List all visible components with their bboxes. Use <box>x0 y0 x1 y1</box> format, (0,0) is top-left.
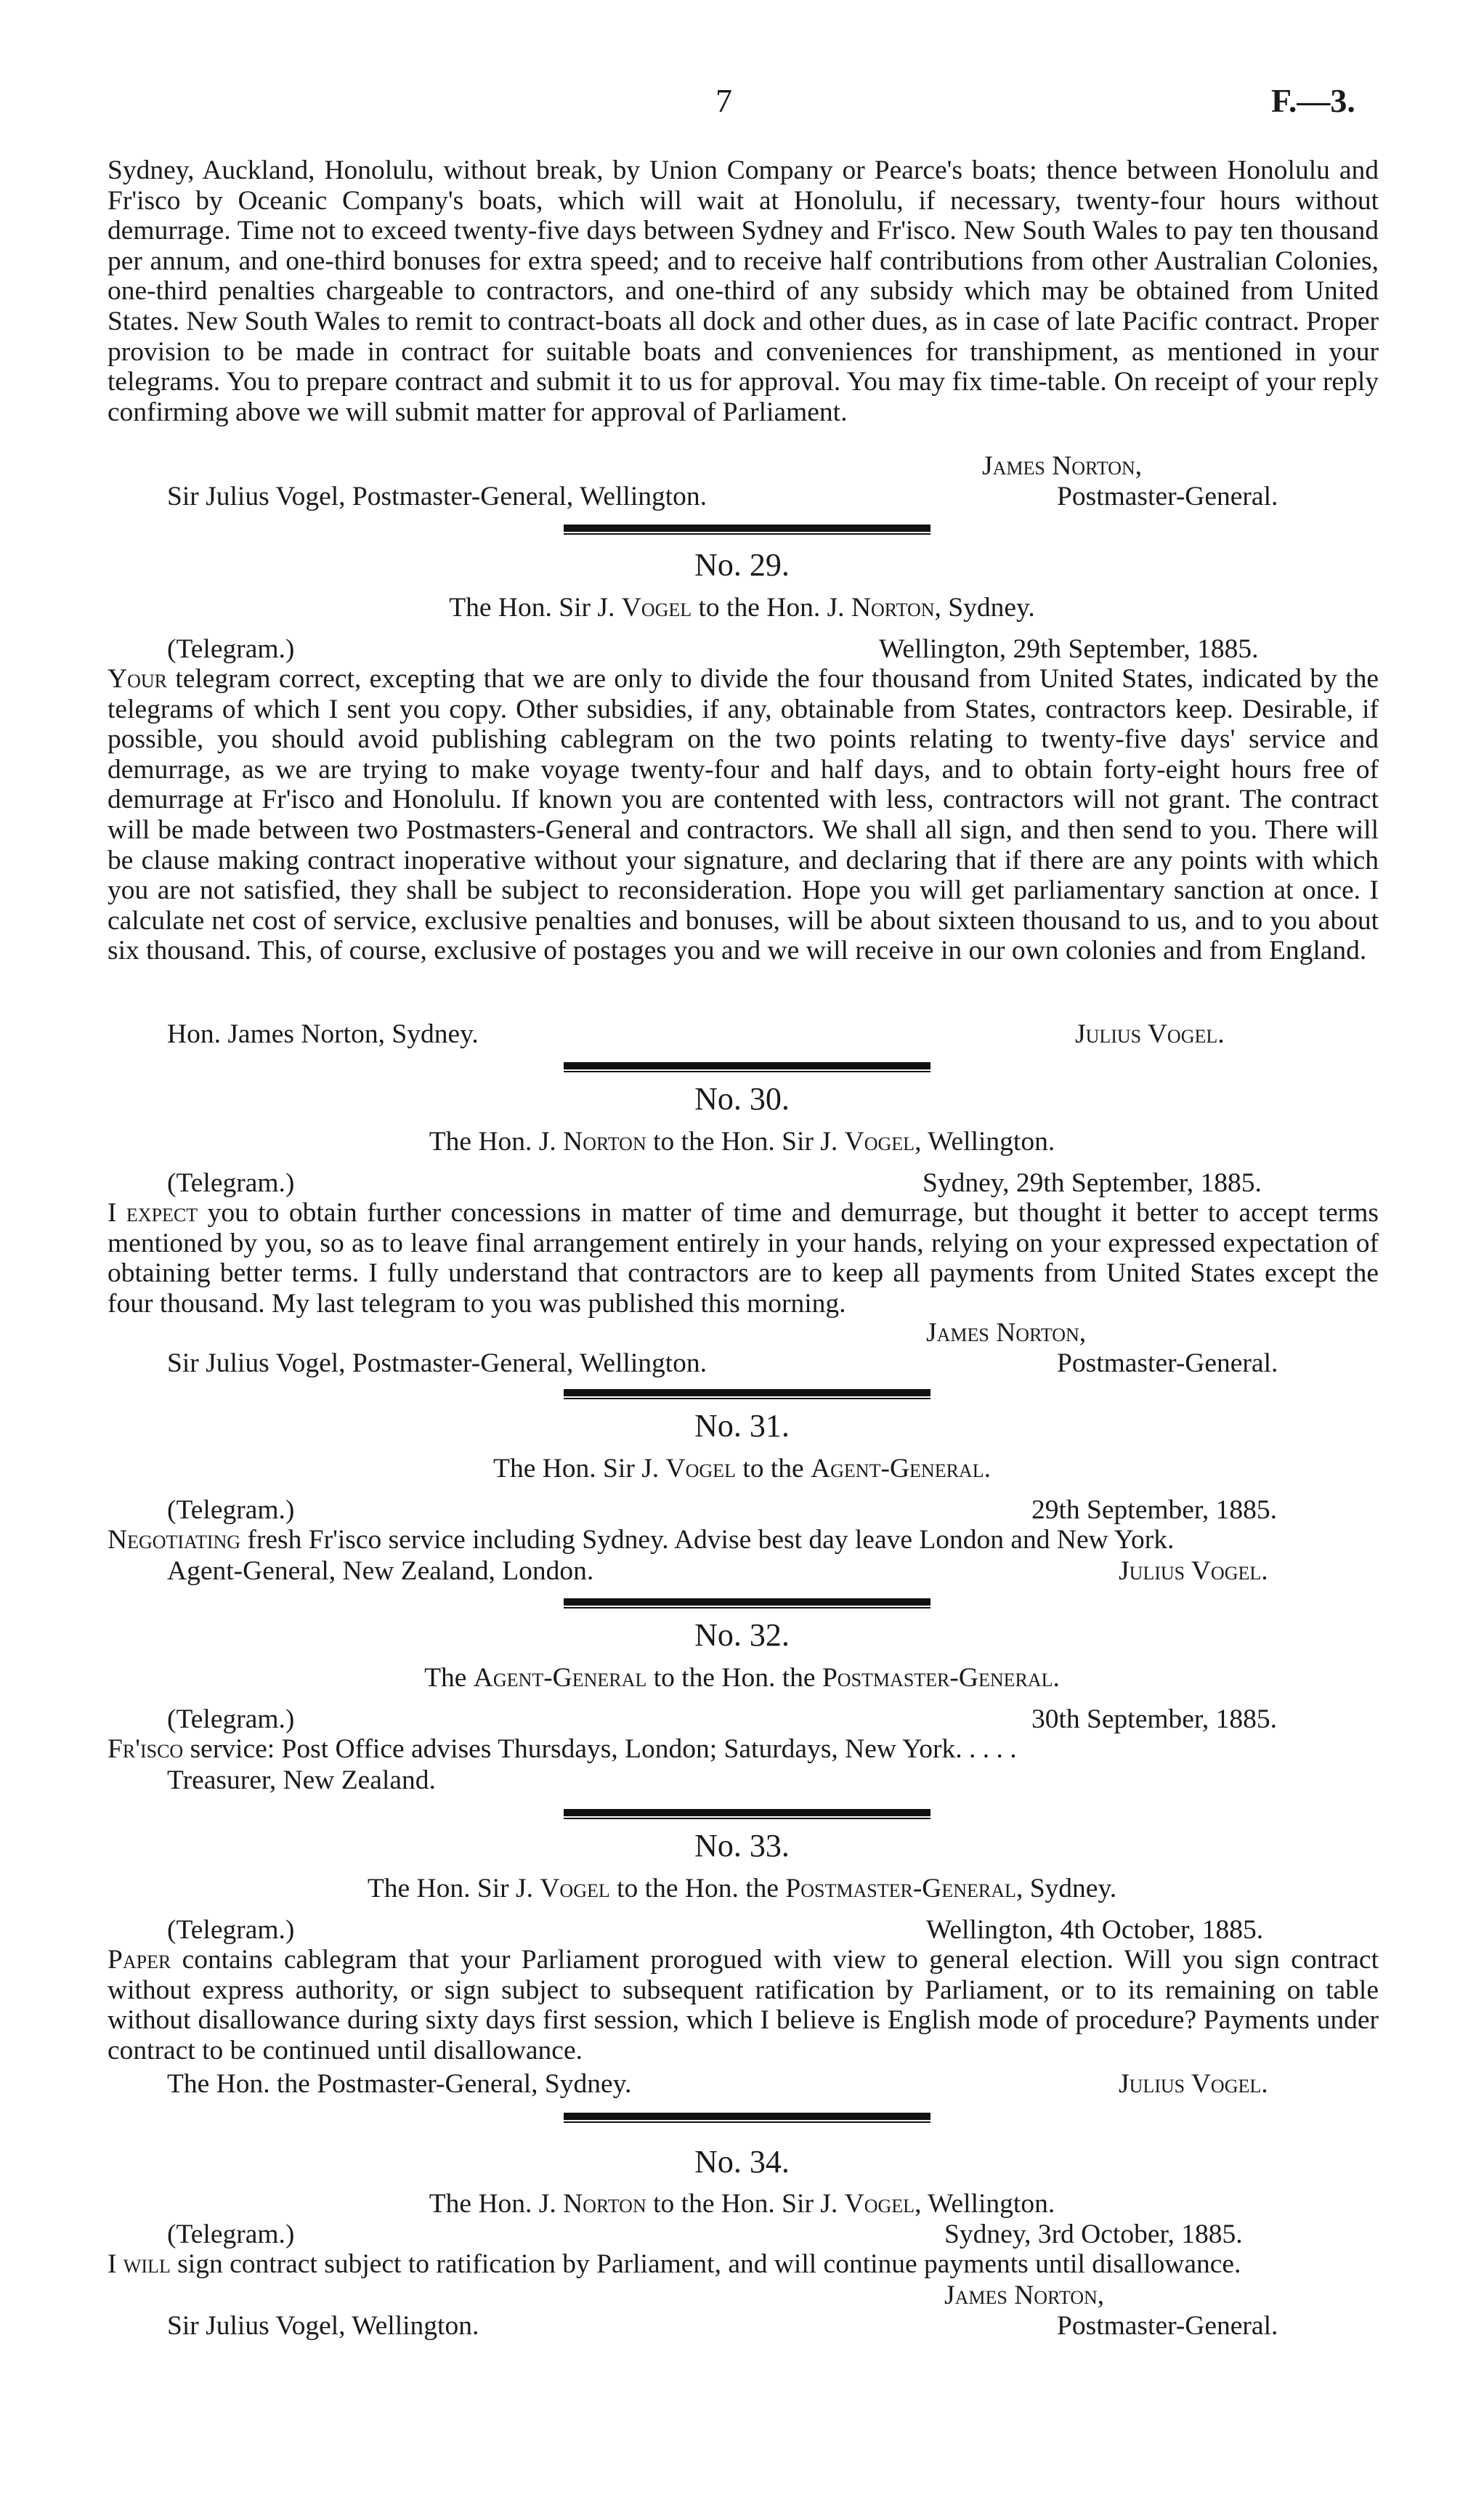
heading-recipient: Agent-General <box>811 1454 984 1484</box>
lead-word: Your <box>108 664 167 694</box>
letter-number-32: No. 32. <box>694 1617 790 1653</box>
body-text: sign contract subject to ratification by Parliament, and will continue payments until disallowance. <box>170 2249 1241 2279</box>
section-divider <box>564 1809 930 1816</box>
heading-text: to the Hon. Sir J. <box>646 2189 845 2219</box>
letter-number-30: No. 30. <box>694 1081 790 1117</box>
dateline-30: Sydney, 29th September, 1885. <box>923 1168 1262 1198</box>
letter-heading-34 <box>0 2188 1484 2219</box>
heading-text: . <box>1053 1663 1060 1693</box>
dateline-34: Sydney, 3rd October, 1885. <box>944 2219 1243 2249</box>
signature-30: James Norton, <box>926 1318 1087 1348</box>
heading-sender: Vogel <box>621 593 692 623</box>
heading-recipient: Vogel <box>844 1127 915 1157</box>
page-number: 7 <box>715 82 732 119</box>
signature-31: Julius Vogel. <box>1119 1556 1268 1586</box>
letter-number-33: No. 33. <box>694 1828 790 1863</box>
heading-text: to the <box>735 1454 811 1484</box>
address-29: Hon. James Norton, Sydney. <box>167 1019 479 1049</box>
heading-recipient: Postmaster-General <box>822 1663 1053 1693</box>
body-text: you to obtain further concessions in matter of time and demurrage, but thought it better to accept terms mentioned by you, so as to leave final arrangement entirely in your hands, relying on your expressed expectation of obtaining better terms. I fully understand that contractors are to keep all payments from United States except the four thousand. My last telegram to you was published this morning. <box>108 1198 1379 1319</box>
section-divider <box>564 1598 930 1606</box>
body-text: telegram correct, excepting that we are only to divide the four thousand from United States, indicated by the telegrams of which I sent you copy. Other subsidies, if any, obtainable from States, contractors keep. Desirable, if possible, you should avoid publishing cablegram on the two points relating to twenty-five days' service and demurrage, as we are trying to make voyage twenty-four and half days, and to obtain forty-eight hours free of demurrage at Fr'isco and Honolulu. If known you are contented with less, contractors will not grant. The contract will be made between two Postmasters-General and contractors. We shall all sign, and then send to you. There will be clause making contract inoperative without your signature, and declaring that if there are any points with which you are not satisfied, they shall be subject to reconsideration. Hope you will get parliamentary sanction at once. I calculate net cost of service, exclusive penalties and bonuses, will be about sixteen thousand to us, and to you about six thousand. This, of course, exclusive of postages you and we will receive in our own colonies and from England. <box>108 664 1379 966</box>
heading-text: to the Hon. the <box>609 1874 786 1903</box>
section-divider <box>564 2113 930 2120</box>
dateline-31: 29th September, 1885. <box>1031 1495 1278 1525</box>
heading-text: The Hon. Sir J. <box>449 593 622 623</box>
intro-body: Sydney, Auckland, Honolulu, without break, by Union Company or Pearce's boats; thence between Honolulu and Fr'isco by Oceanic Company's boats, which will wait at Honolulu, if necessary, twenty-four hours without demurrage. Time not to exceed twenty-five days between Sydney and Fr'isco. New South Wales to pay ten thousand per annum, and one-third bonuses for extra speed; and to receive half contributions from other Australian Colonies, one-third penalties chargeable to contractors, and one-third of any subsidy which may be obtained from United States. New South Wales to remit to contract-boats all dock and other dues, as in case of late Pacific contract. Proper provision to be made in contract for suitable boats and conveniences for transhipment, as mentioned in your telegrams. You to prepare contract and submit it to us for approval. You may fix time-table. On receipt of your reply confirming above we will submit matter for approval of Parliament. <box>108 155 1379 427</box>
heading-text: , Sydney. <box>1015 1874 1117 1903</box>
letter-body-31 <box>108 1525 1379 1555</box>
lead-word: Negotiating <box>108 1525 241 1555</box>
intro-signature: James Norton, <box>982 451 1143 481</box>
body-text: fresh Fr'isco service including Sydney. Advise best day leave London and New York. <box>240 1525 1175 1555</box>
heading-recipient: Vogel <box>844 2189 915 2219</box>
section-divider <box>564 525 930 532</box>
heading-sender: Norton <box>563 1127 646 1157</box>
letter-number-31: No. 31. <box>694 1408 790 1444</box>
telegram-label-30: (Telegram.) <box>167 1168 295 1198</box>
signature-33: Julius Vogel. <box>1119 2069 1268 2099</box>
heading-text: , Wellington. <box>915 2189 1055 2219</box>
heading-text: The Hon. J. <box>429 2189 564 2219</box>
heading-text: The Hon. J. <box>429 1127 564 1157</box>
telegram-label-29: (Telegram.) <box>167 634 295 664</box>
title-34: Postmaster-General. <box>1057 2311 1278 2341</box>
heading-text: to the Hon. J. <box>692 593 851 623</box>
heading-text: to the Hon. Sir J. <box>646 1127 845 1157</box>
letter-body-32 <box>108 1734 1379 1765</box>
heading-text: The Hon. Sir J. <box>493 1454 666 1484</box>
address-34: Sir Julius Vogel, Wellington. <box>167 2311 479 2341</box>
lead-word: I will <box>108 2249 171 2279</box>
heading-recipient: Postmaster-General <box>785 1874 1016 1903</box>
letter-body-30 <box>108 1198 1379 1319</box>
dateline-29: Wellington, 29th September, 1885. <box>879 634 1259 664</box>
lead-word: Paper <box>108 1945 171 1975</box>
telegram-label-31: (Telegram.) <box>167 1495 295 1525</box>
body-text: contains cablegram that your Parliament prorogued with view to general election. Will you sign contract without express authority, or sign subject to subsequent ratification by Parliament, or to its remaining on table without disallowance during sixty days first session, which I believe is English mode of procedure? Payments under contract to be continued until disallowance. <box>108 1945 1379 2065</box>
letter-heading-29 <box>0 592 1484 623</box>
letter-body-29 <box>108 664 1379 966</box>
heading-sender: Agent-General <box>473 1663 647 1693</box>
letter-heading-30 <box>0 1126 1484 1157</box>
address-33: The Hon. the Postmaster-General, Sydney. <box>167 2069 632 2099</box>
letter-heading-33 <box>0 1873 1484 1904</box>
heading-text: The Hon. Sir J. <box>367 1874 540 1903</box>
lead-word: Fr'isco <box>108 1734 184 1764</box>
title-30: Postmaster-General. <box>1057 1348 1278 1378</box>
heading-text: , Sydney. <box>934 593 1035 623</box>
section-divider <box>564 1389 930 1396</box>
telegram-label-32: (Telegram.) <box>167 1704 295 1734</box>
letter-body-33 <box>108 1945 1379 2065</box>
heading-recipient: Norton <box>851 593 935 623</box>
heading-text: The <box>424 1663 474 1693</box>
letter-number-29: No. 29. <box>694 547 790 583</box>
letter-heading-32 <box>0 1662 1484 1693</box>
dateline-33: Wellington, 4th October, 1885. <box>926 1915 1264 1945</box>
intro-title: Postmaster-General. <box>1057 482 1278 511</box>
section-divider <box>564 1062 930 1069</box>
heading-text: . <box>984 1454 991 1484</box>
body-text: service: Post Office advises Thursdays, London; Saturdays, New York. . . . . <box>183 1734 1017 1764</box>
telegram-label-33: (Telegram.) <box>167 1915 295 1945</box>
intro-address: Sir Julius Vogel, Postmaster-General, Wellington. <box>167 482 707 511</box>
letter-body-34 <box>108 2249 1379 2280</box>
letter-heading-31 <box>0 1453 1484 1484</box>
signature-29: Julius Vogel. <box>1075 1019 1225 1049</box>
letter-number-34: No. 34. <box>694 2144 790 2180</box>
heading-sender: Vogel <box>540 1874 610 1903</box>
heading-sender: Norton <box>563 2189 646 2219</box>
heading-text: to the Hon. the <box>646 1663 822 1693</box>
telegram-label-34: (Telegram.) <box>167 2219 295 2249</box>
heading-text: , Wellington. <box>915 1127 1055 1157</box>
heading-sender: Vogel <box>665 1454 736 1484</box>
dateline-32: 30th September, 1885. <box>1031 1704 1278 1734</box>
lead-word: I expect <box>108 1198 198 1228</box>
address-32: Treasurer, New Zealand. <box>167 1765 436 1795</box>
signature-34: James Norton, <box>944 2281 1105 2310</box>
paper-reference: F.—3. <box>1271 82 1355 119</box>
address-30: Sir Julius Vogel, Postmaster-General, Wellington. <box>167 1348 707 1378</box>
address-31: Agent-General, New Zealand, London. <box>167 1556 594 1586</box>
